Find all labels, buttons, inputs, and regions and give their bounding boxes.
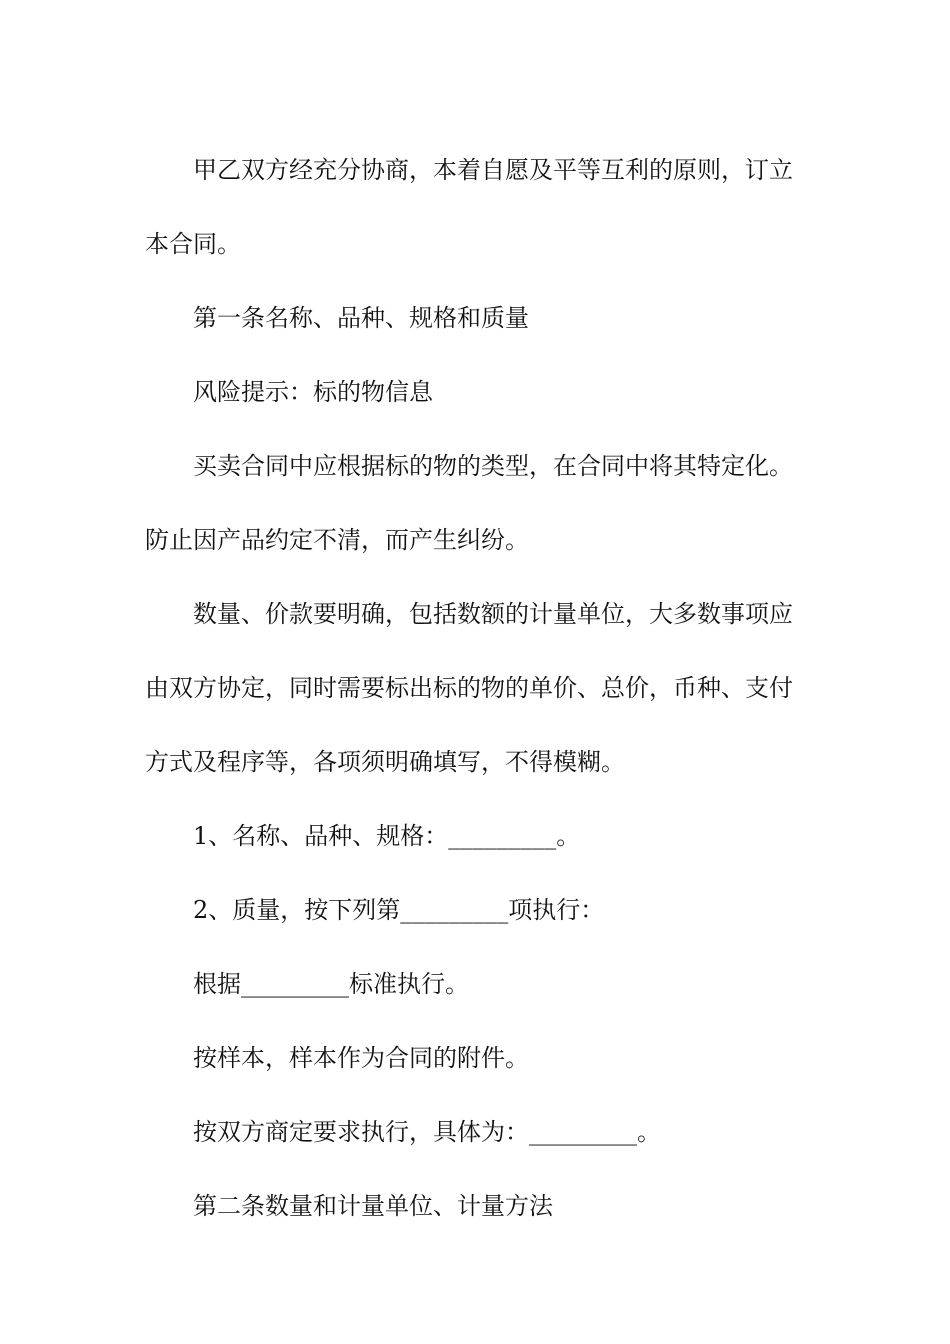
clause-standard: 根据_________标准执行。 [193, 970, 469, 998]
clause-agreed-requirements: 按双方商定要求执行，具体为：_________。 [193, 1118, 661, 1146]
paragraph-subject-specification: 买卖合同中应根据标的物的类型，在合同中将其特定化。防止因产品约定不清，而产生纠纷。 [145, 452, 793, 554]
paragraph-quantity-price: 数量、价款要明确，包括数额的计量单位，大多数事项应由双方协定，同时需要标出标的物的单价、总价，币种、支付方式及程序等，各项须明确填写，不得模糊。 [145, 600, 793, 776]
document-body [145, 133, 810, 1243]
heading-article-one: 第一条名称、品种、规格和质量 [193, 304, 529, 332]
risk-tip-heading: 风险提示：标的物信息 [193, 378, 433, 406]
paragraph-intro: 甲乙双方经充分协商，本着自愿及平等互利的原则，订立本合同。 [145, 156, 793, 258]
clause-sample: 按样本，样本作为合同的附件。 [193, 1044, 529, 1072]
clause-name-variety-spec: 1、名称、品种、规格：_________。 [193, 822, 581, 850]
heading-article-two: 第二条数量和计量单位、计量方法 [193, 1192, 553, 1220]
clause-quality: 2、质量，按下列第_________项执行： [193, 896, 605, 924]
